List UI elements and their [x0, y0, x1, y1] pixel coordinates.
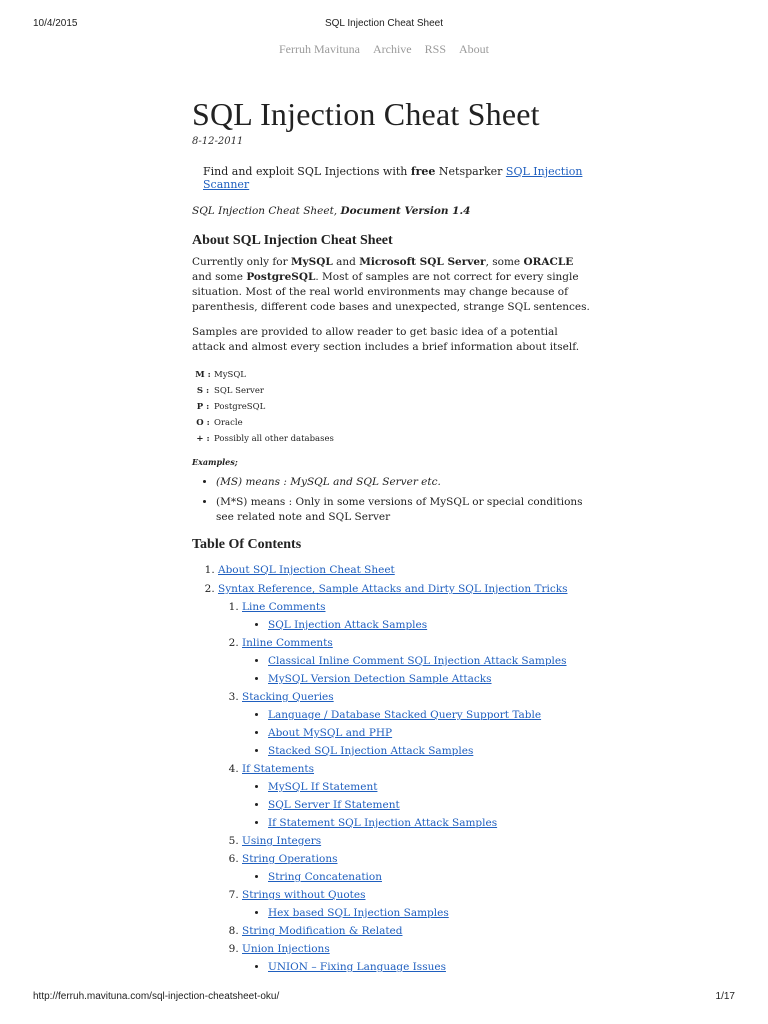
legend-row: P : PostgreSQL — [196, 402, 266, 412]
toc-link[interactable]: Syntax Reference, Sample Attacks and Dirty SQL Injection Tricks — [218, 583, 568, 595]
toc-link[interactable]: Stacking Queries — [242, 691, 334, 703]
toc-heading: Table Of Contents — [192, 537, 302, 552]
toc-link[interactable]: If Statements — [242, 763, 315, 775]
toc-link[interactable]: About SQL Injection Cheat Sheet — [218, 564, 395, 576]
toc-link[interactable]: Using Integers — [242, 835, 322, 847]
toc-link[interactable]: Line Comments — [242, 601, 326, 613]
legend-row: S : SQL Server — [196, 386, 264, 396]
legend-row: M : MySQL — [195, 370, 246, 380]
toc-link[interactable]: String Concatenation — [268, 871, 382, 883]
toc-link[interactable]: Inline Comments — [242, 637, 333, 649]
table-of-contents — [192, 563, 592, 975]
toc-link[interactable]: Strings without Quotes — [242, 889, 366, 901]
print-title: SQL Injection Cheat Sheet — [324, 18, 444, 29]
about-paragraph-1: Currently only for MySQL and Microsoft SQL Server, some ORACLE and some PostgreSQL. Most of samples are not correct for every single situation. Most of the real world environments may change because of parenthesis, different code bases and unexpected, strange SQL sentences. — [192, 256, 590, 313]
toc-link[interactable]: Union Injections — [242, 943, 330, 955]
page-number: 1/17 — [715, 991, 735, 1002]
print-date: 10/4/2015 — [33, 18, 78, 29]
article — [192, 92, 592, 979]
site-nav — [0, 42, 768, 57]
toc-link[interactable]: UNION – Fixing Language Issues — [268, 961, 446, 973]
legend-row: O : Oracle — [196, 418, 243, 428]
about-paragraph-2: Samples are provided to allow reader to get basic idea of a potential attack and almost every section includes a brief information about itself. — [192, 326, 580, 353]
legend-row: + : Possibly all other databases — [196, 434, 334, 444]
toc-link[interactable]: If Statement SQL Injection Attack Samples — [268, 817, 498, 829]
toc-link[interactable]: SQL Server If Statement — [268, 799, 400, 811]
scanner-link[interactable]: SQL Injection Scanner — [203, 165, 583, 191]
promo-line: Find and exploit SQL Injections with free Netsparker SQL Injection Scanner — [203, 165, 583, 191]
toc-link[interactable]: MySQL Version Detection Sample Attacks — [268, 673, 492, 685]
pdf-footer — [33, 991, 735, 1005]
toc-link[interactable]: Stacked SQL Injection Attack Samples — [268, 745, 474, 757]
list-item: • (MS) means : MySQL and SQL Server etc. — [216, 475, 592, 490]
print-url: http://ferruh.mavituna.com/sql-injection-cheatsheet-oku/ — [33, 991, 280, 1002]
list-item: • (M*S) means : Only in some versions of MySQL or special conditions see related note and SQL Server — [216, 495, 592, 525]
db-legend — [192, 367, 592, 447]
toc-link[interactable]: SQL Injection Attack Samples — [268, 619, 428, 631]
toc-link[interactable]: MySQL If Statement — [268, 781, 378, 793]
nav-rss-link[interactable]: RSS — [424, 42, 446, 56]
nav-about-link[interactable]: About — [459, 42, 489, 56]
toc-link[interactable]: String Modification & Related — [242, 925, 403, 937]
toc-link[interactable]: Classical Inline Comment SQL Injection Attack Samples — [268, 655, 567, 667]
pdf-header — [33, 18, 735, 32]
post-date: 8-12-2011 — [192, 136, 244, 147]
toc-link[interactable]: Hex based SQL Injection Samples — [268, 907, 449, 919]
nav-archive-link[interactable]: Archive — [372, 42, 412, 56]
examples-list — [192, 475, 592, 525]
toc-link[interactable]: String Operations — [242, 853, 338, 865]
about-heading: About SQL Injection Cheat Sheet — [192, 233, 393, 248]
toc-link[interactable]: Language / Database Stacked Query Support Table — [268, 709, 542, 721]
document-version: SQL Injection Cheat Sheet, Document Version 1.4 — [192, 205, 471, 217]
nav-home-link[interactable]: Ferruh Mavituna — [279, 42, 360, 56]
toc-link[interactable]: About MySQL and PHP — [268, 727, 393, 739]
examples-label: Examples; — [192, 457, 238, 467]
page-title: SQL Injection Cheat Sheet — [192, 96, 540, 132]
